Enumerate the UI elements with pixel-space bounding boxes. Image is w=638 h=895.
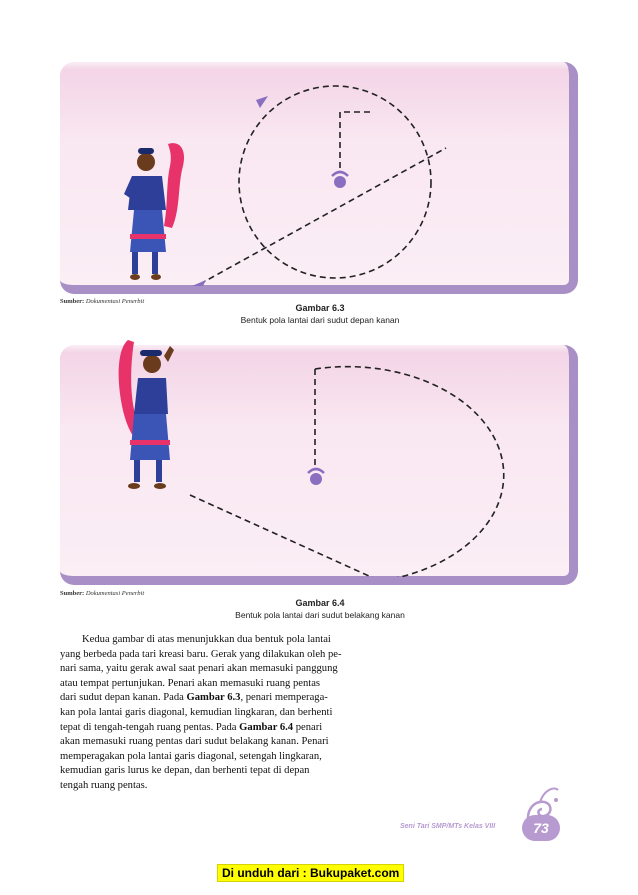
body-line: tengah ruang pentas. — [60, 779, 148, 791]
body-line: kemudian garis lurus ke depan, dan berhenti tepat di depan — [60, 765, 310, 777]
source-label: Sumber: — [60, 298, 85, 305]
source-text: Dokumentasi Penerbit — [85, 298, 145, 305]
figure-source — [60, 298, 144, 305]
figure-title: Gambar 6.3 — [295, 303, 345, 313]
dancer-marker-icon — [334, 176, 346, 188]
dancer-illustration-2 — [104, 336, 194, 496]
body-paragraph — [60, 633, 400, 794]
dancer-illustration-1 — [110, 140, 200, 285]
figure-source — [60, 590, 144, 597]
dancer-marker-icon — [310, 473, 322, 485]
semicircle-path — [315, 367, 504, 577]
source-text: Dokumentasi Penerbit — [85, 590, 145, 597]
body-line: yang berbeda pada tari kreasi baru. Gerak yang dilakukan oleh pe- — [60, 648, 342, 660]
body-line: atau tempat pertunjukan. Penari akan memasuki ruang pentas — [60, 677, 321, 689]
body-line: tepat di tengah-tengah ruang pentas. Pada Gambar 6.4 penari — [60, 721, 323, 733]
figure-caption: Bentuk pola lantai dari sudut depan kanan — [240, 315, 400, 325]
download-watermark: Di unduh dari : Bukupaket.com — [217, 864, 404, 882]
figure-caption: Bentuk pola lantai dari sudut belakang kanan — [235, 610, 405, 620]
dancer-marker-arc — [332, 172, 348, 176]
figure-title: Gambar 6.4 — [295, 598, 345, 608]
page-number: 73 — [522, 815, 560, 841]
body-line: akan memasuki ruang pentas dari sudut belakang kanan. Penari — [60, 736, 329, 748]
body-line: nari sama, yaitu gerak awal saat penari akan memasuki panggung — [60, 663, 338, 675]
body-line: memperagakan pola lantai garis diagonal, setengah lingkaran, — [60, 750, 322, 762]
body-line: kan pola lantai garis diagonal, kemudian lingkaran, dan berhenti — [60, 706, 333, 718]
dancer-marker-arc — [308, 469, 324, 473]
diagonal-path — [200, 148, 446, 284]
arrow-head-icon — [256, 96, 268, 108]
source-label: Sumber: — [60, 590, 85, 597]
book-title: Seni Tari SMP/MTs Kelas VIII — [400, 823, 496, 830]
final-path — [340, 112, 370, 172]
body-line: Kedua gambar di atas menunjukkan dua bentuk pola lantai — [82, 634, 331, 645]
diagonal-path — [190, 495, 380, 577]
body-line: dari sudut depan kanan. Pada Gambar 6.3, penari memperaga- — [60, 692, 328, 704]
